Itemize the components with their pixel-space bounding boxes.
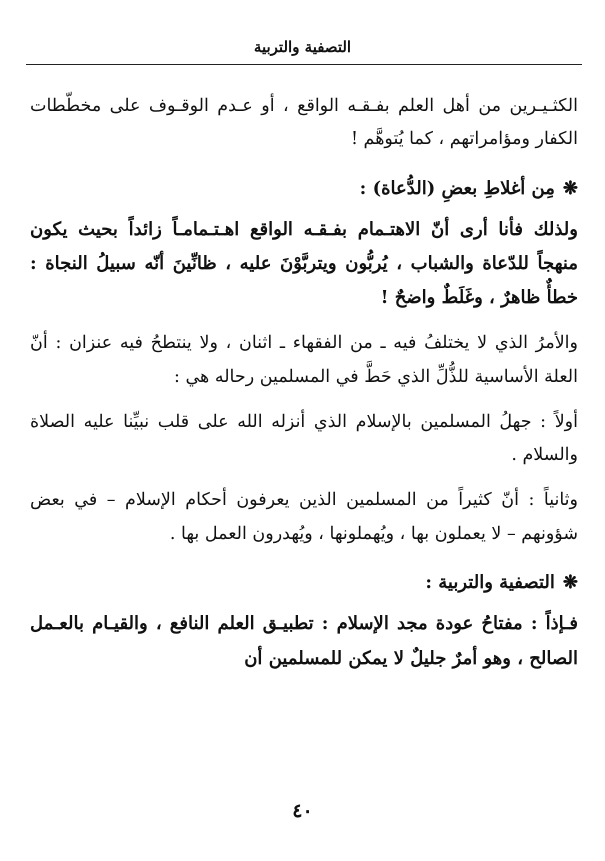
paragraph-root-cause: والأمرُ الذي لا يختلفُ فيه ـ من الفقهاء ـ اثنان ، ولا ينتطحُ فيه عنزان : أنّ العلة الأساسية للذُّلِّ الذي حَطَّ في المسلمين رحاله هي : (30, 333, 578, 387)
paragraph-first-cause: أولاً : جهلُ المسلمين بالإسلام الذي أنزله الله على قلب نبيِّنا عليه الصلاة والسلام . (30, 411, 578, 466)
section-heading-dawah-errors (30, 173, 578, 205)
section-heading-text: التصفية والتربية : (425, 571, 555, 593)
section-heading-text: مِن أغلاطِ بعضِ (الدُّعاة) : (359, 177, 555, 199)
page-body (30, 90, 578, 676)
paragraph-continuation: الكثـيـرين من أهل العلم بفـقـه الواقع ، أو عـدم الوقـوف على مخطّطات الكفار ومؤامراتهم ، كما يُتوهَّم ! (30, 96, 578, 150)
paragraph-key-to-glory: فـإذاً : مفتاحُ عودة مجد الإسلام : تطبيـق العلم النافع ، والقيـام بالعـمل الصالح ، وهو أمرٌ جليلٌ لا يمكن للمسلمين أن (30, 613, 578, 669)
page-number: ٤٠ (292, 800, 313, 822)
paragraph-fiqh-reality: ولذلك فأنا أرى أنّ الاهتـمام بفـقـه الواقع اهـتـمامـاً زائداً بحيث يكون منهجاً للدّعاة والشباب ، يُربُّون ويتربَّوْنَ عليه ، ظانِّينَ أنّه سبيلُ النجاة : خطأٌ ظاهرٌ ، وغَلَطٌ واضحٌ ! (30, 218, 578, 309)
running-header: التصفية والتربية (253, 38, 352, 56)
asterism-icon: ❋ (562, 571, 578, 593)
section-heading-tasfiya-tarbiya (30, 567, 578, 599)
header-divider (26, 64, 582, 65)
paragraph-second-cause: وثانياً : أنّ كثيراً من المسلمين الذين يعرفون أحكام الإسلام – في بعض شؤونهم – لا يعملون بها ، ويُهملونها ، ويُهدرون العمل بها . (30, 490, 578, 544)
asterism-icon: ❋ (562, 177, 578, 199)
